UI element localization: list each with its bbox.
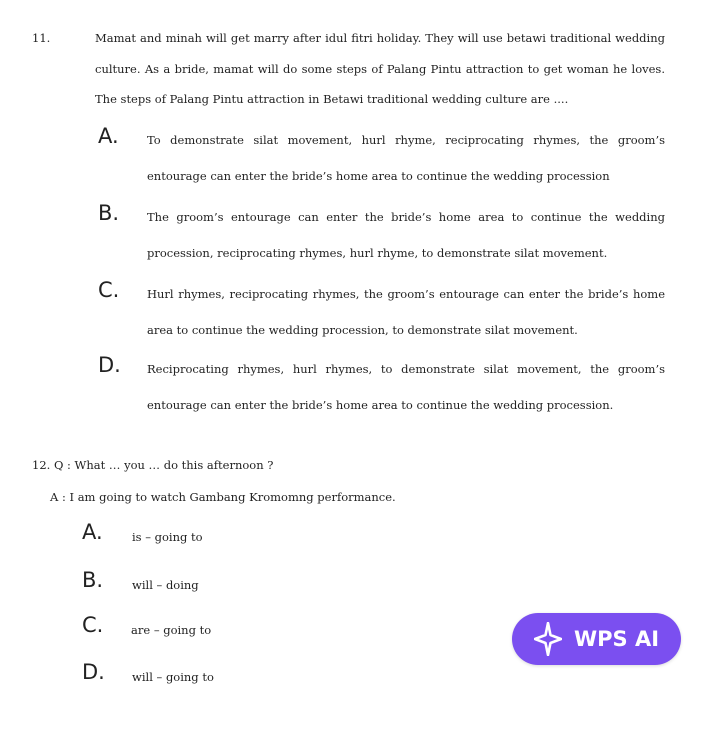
option-12-c-text: are – going to bbox=[131, 623, 212, 637]
option-12-b-letter: B. bbox=[82, 568, 104, 592]
option-11-c-text: Hurl rhymes, reciprocating rhymes, the groom’s entourage can enter the bride’s home area to continue the wedding procession, to demonstrate silat movement. bbox=[147, 287, 665, 337]
option-11-b-text: The groom’s entourage can enter the bride’s home area to continue the wedding procession, reciprocating rhymes, hurl rhyme, to demonstrate silat movement. bbox=[147, 210, 665, 260]
option-11-c-letter: C. bbox=[98, 278, 120, 302]
option-12-d-letter: D. bbox=[82, 660, 105, 684]
option-11-a-text: To demonstrate silat movement, hurl rhyme, reciprocating rhymes, the groom’s entourage can enter the bride’s home area to continue the wedding procession bbox=[147, 133, 665, 183]
option-11-b-letter: B. bbox=[98, 201, 120, 225]
option-11-a-letter: A. bbox=[98, 124, 119, 148]
option-11-d-letter: D. bbox=[98, 353, 121, 377]
option-12-c-letter: C. bbox=[82, 613, 104, 637]
wps-ai-label: WPS AI bbox=[573, 627, 660, 651]
question-11-stem: Mamat and minah will get marry after idul fitri holiday. They will use betawi traditional wedding culture. As a bride, mamat will do some steps of Palang Pintu attraction to get woman he loves. The steps of Palang Pintu attraction in Betawi traditional wedding culture are .... bbox=[95, 31, 665, 106]
question-12-text: 12. Q : What … you … do this afternoon ? bbox=[32, 458, 274, 472]
wps-ai-button[interactable] bbox=[512, 613, 681, 665]
option-12-a-letter: A. bbox=[82, 520, 103, 544]
option-12-b-text: will – doing bbox=[132, 578, 199, 592]
question-12-answer: A : I am going to watch Gambang Kromomng performance. bbox=[50, 490, 396, 504]
sparkle-icon bbox=[534, 622, 562, 656]
option-12-a-text: is – going to bbox=[132, 530, 203, 544]
question-11-number: 11. bbox=[32, 31, 51, 45]
option-11-d-text: Reciprocating rhymes, hurl rhymes, to demonstrate silat movement, the groom’s entourage can enter the bride’s home area to continue the wedding procession. bbox=[147, 362, 665, 412]
option-12-d-text: will – going to bbox=[132, 670, 214, 684]
